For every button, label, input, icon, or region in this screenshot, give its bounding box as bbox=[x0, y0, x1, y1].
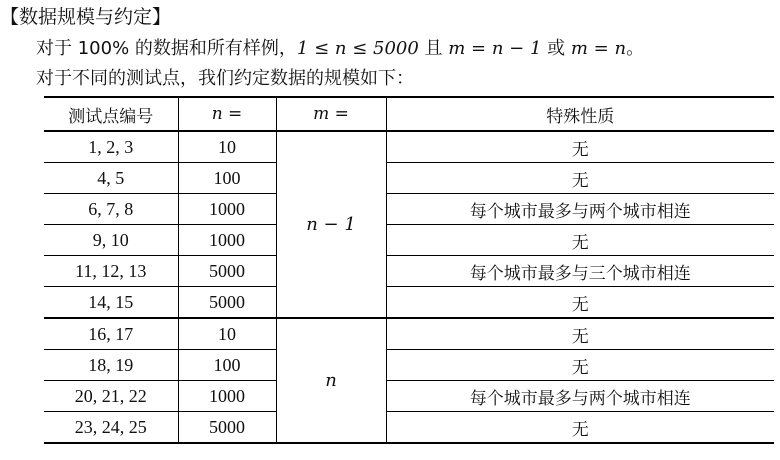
property-cell: 每个城市最多与两个城市相连 bbox=[386, 194, 774, 225]
table-row bbox=[44, 194, 774, 225]
property-cell: 无 bbox=[386, 163, 774, 194]
table-row bbox=[44, 381, 774, 412]
m-group-cell: n − 1 bbox=[276, 131, 386, 318]
or-connector: 或 bbox=[541, 38, 571, 59]
m-condition-b: m = n bbox=[570, 38, 627, 59]
header-m: m = bbox=[276, 97, 386, 131]
n-value-cell: 10 bbox=[178, 318, 276, 350]
property-cell: 无 bbox=[386, 412, 774, 444]
table-row bbox=[44, 287, 774, 319]
table-row bbox=[44, 131, 774, 163]
table-intro-line: 对于不同的测试点，我们约定数据的规模如下： bbox=[36, 68, 414, 89]
property-cell: 无 bbox=[386, 225, 774, 256]
table-row bbox=[44, 350, 774, 381]
test-ids-cell: 1, 2, 3 bbox=[44, 131, 178, 163]
and-connector: 且 bbox=[418, 38, 449, 59]
header-test-ids: 测试点编号 bbox=[44, 97, 178, 131]
test-ids-cell: 16, 17 bbox=[44, 318, 178, 350]
property-cell: 无 bbox=[386, 318, 774, 350]
data-scale-table bbox=[44, 96, 774, 444]
property-cell: 无 bbox=[386, 350, 774, 381]
n-value-cell: 5000 bbox=[178, 412, 276, 444]
property-cell: 每个城市最多与两个城市相连 bbox=[386, 381, 774, 412]
test-ids-cell: 18, 19 bbox=[44, 350, 178, 381]
table-row bbox=[44, 412, 774, 444]
test-ids-cell: 20, 21, 22 bbox=[44, 381, 178, 412]
test-ids-cell: 9, 10 bbox=[44, 225, 178, 256]
n-range-formula: 1 ≤ n ≤ 5000 bbox=[296, 38, 419, 59]
property-cell: 每个城市最多与三个城市相连 bbox=[386, 256, 774, 287]
n-value-cell: 100 bbox=[178, 163, 276, 194]
constraint-line bbox=[36, 36, 644, 62]
n-value-cell: 1000 bbox=[178, 194, 276, 225]
header-n: n = bbox=[178, 97, 276, 131]
n-value-cell: 100 bbox=[178, 350, 276, 381]
n-value-cell: 5000 bbox=[178, 287, 276, 319]
header-property: 特殊性质 bbox=[386, 97, 774, 131]
property-cell: 无 bbox=[386, 287, 774, 319]
table-row bbox=[44, 163, 774, 194]
n-value-cell: 5000 bbox=[178, 256, 276, 287]
table-row bbox=[44, 318, 774, 350]
test-ids-cell: 11, 12, 13 bbox=[44, 256, 178, 287]
n-value-cell: 10 bbox=[178, 131, 276, 163]
m-group-cell: n bbox=[276, 318, 386, 443]
n-value-cell: 1000 bbox=[178, 381, 276, 412]
section-heading: 【数据规模与约定】 bbox=[0, 6, 172, 28]
table-header-row bbox=[44, 97, 774, 131]
constraint-prefix: 对于 100% 的数据和所有样例， bbox=[36, 38, 297, 59]
n-value-cell: 1000 bbox=[178, 225, 276, 256]
property-cell: 无 bbox=[386, 131, 774, 163]
test-ids-cell: 6, 7, 8 bbox=[44, 194, 178, 225]
test-ids-cell: 14, 15 bbox=[44, 287, 178, 319]
m-condition-a: m = n − 1 bbox=[448, 38, 542, 59]
sentence-end: 。 bbox=[626, 38, 645, 59]
table-row bbox=[44, 225, 774, 256]
test-ids-cell: 4, 5 bbox=[44, 163, 178, 194]
table-row bbox=[44, 256, 774, 287]
test-ids-cell: 23, 24, 25 bbox=[44, 412, 178, 444]
